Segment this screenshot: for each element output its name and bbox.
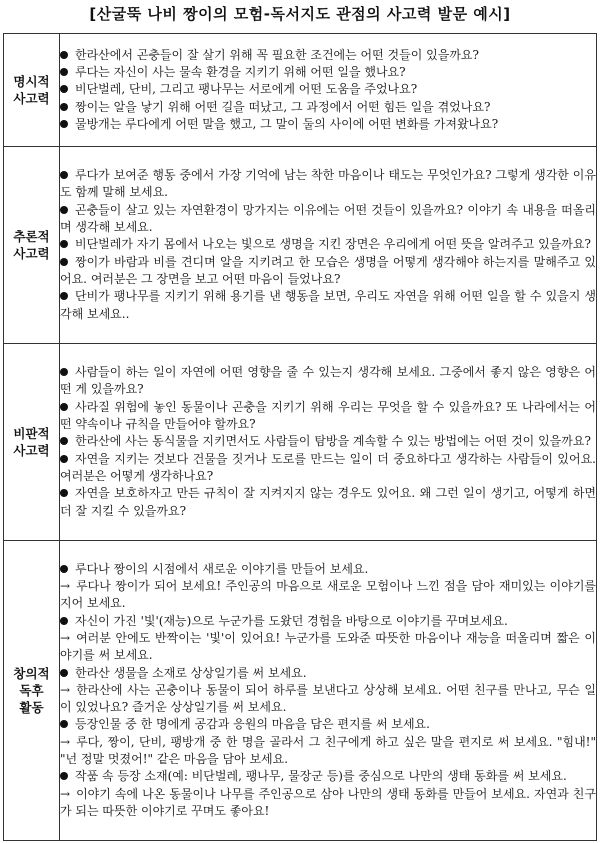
item-text: 비단벌레, 단비, 그리고 팽나무는 서로에게 어떤 도움을 주었나요? <box>75 82 418 97</box>
category-cell <box>4 541 60 841</box>
arrow-icon: → <box>60 630 71 645</box>
item-text: 등장인물 중 한 명에게 공감과 응원의 마음을 담은 편지를 써 보세요. <box>75 717 430 732</box>
bullet-icon <box>60 68 68 76</box>
item-text: 곤충들이 살고 있는 자연환경이 망가지는 이유에는 어떤 것들이 있을까요? 이야기 속 내용을 떠올리며 생각해 보세요. <box>60 202 596 235</box>
question-item <box>60 399 596 434</box>
question-item <box>60 716 596 733</box>
question-table <box>3 33 597 841</box>
item-text: 한라산에 사는 곤충이나 동물이 되어 하루를 보낸다고 상상해 보세요. 어떤 친구를 만나고, 무슨 일이 있었나요? 즐거운 상상일기를 써 보세요. <box>60 682 596 715</box>
arrow-icon: → <box>60 786 71 801</box>
item-text: 루다가 보여준 행동 중에서 가장 기억에 남는 착한 마음이나 태도는 무엇인가요? 그렇게 생각한 이유도 함께 말해 보세요. <box>60 168 596 200</box>
item-text: 루다, 짱이, 단비, 팽방개 중 한 명을 골라서 그 친구에게 하고 싶은 말을 편지로 써 보세요. "힘내!" "넌 정말 멋졌어!" 같은 마음을 담아 보세요. <box>60 734 596 767</box>
question-item <box>60 64 596 81</box>
bullet-icon <box>60 240 68 248</box>
category-label-line: 활동 <box>19 700 44 715</box>
item-text: 여러분 안에도 반짝이는 '빛'이 있어요! 누군가를 도와준 따뜻한 마음이나 재능을 떠올리며 짧은 이야기를 써 보세요. <box>60 630 596 663</box>
question-item <box>60 613 596 630</box>
question-item <box>60 81 596 98</box>
category-label-line: 명시적 <box>13 74 50 89</box>
bullet-icon <box>60 455 68 463</box>
guide-item <box>60 734 596 769</box>
item-text: 물방개는 루다에게 어떤 말을 했고, 그 말이 둘의 사이에 어떤 변화를 가져왔나요? <box>75 116 499 131</box>
item-text: 작품 속 등장 소재(예: 비단벌레, 팽나무, 물장군 등)를 중심으로 나만의 생태 동화를 써 보세요. <box>75 769 567 784</box>
item-text: 루다나 짱이가 되어 보세요! 주인공의 마음으로 새로운 모험이나 느낀 점을 담아 재미있는 이야기를 지어 보세요. <box>60 579 596 611</box>
guide-item <box>60 786 596 821</box>
item-text: 자연을 지키는 것보다 건물을 짓거나 도로를 만드는 일이 더 중요하다고 생각하는 사람들이 있어요. 여러분은 어떻게 생각하나요? <box>60 451 596 483</box>
bullet-icon <box>60 171 68 179</box>
item-text: 사람들이 하는 일이 자연에 어떤 영향을 줄 수 있는지 생각해 보세요. 그중에서 좋지 않은 영향은 어떤 게 있을까요? <box>60 365 596 397</box>
item-text: 단비가 팽나무를 지키기 위해 용기를 낸 행동을 보면, 우리도 자연을 위해 어떤 일을 할 수 있을지 생각해 보세요.. <box>60 289 596 321</box>
bullet-icon <box>60 368 68 376</box>
question-item <box>60 254 596 289</box>
category-label-line: 비판적 <box>13 426 50 441</box>
arrow-icon: → <box>60 682 71 697</box>
section-row <box>4 344 597 541</box>
category-cell <box>4 34 60 147</box>
category-cell <box>4 344 60 541</box>
page-title: [산굴뚝 나비 짱이의 모험-독서지도 관점의 사고력 발문 예시] <box>89 5 511 23</box>
question-item <box>60 768 596 785</box>
bullet-icon <box>60 617 68 625</box>
section-row <box>4 541 597 841</box>
bullet-icon <box>60 85 68 93</box>
guide-item <box>60 682 596 717</box>
question-item <box>60 433 596 450</box>
bullet-icon <box>60 258 68 266</box>
category-cell <box>4 147 60 344</box>
question-item <box>60 364 596 399</box>
item-text: 짱이는 알을 낳기 위해 어떤 길을 떠났고, 그 과정에서 어떤 힘든 일을 겪었나요? <box>75 99 491 114</box>
question-item <box>60 451 596 486</box>
item-text: 자연을 보호하자고 만든 규칙이 잘 지켜지지 않는 경우도 있어요. 왜 그런 일이 생기고, 어떻게 하면 더 잘 지킬 수 있을까요? <box>60 486 596 518</box>
item-text: 한라산에 사는 동식물을 지키면서도 사람들이 탐방을 계속할 수 있는 방법에는 어떤 것이 있을까요? <box>75 434 591 449</box>
item-text: 사라질 위험에 놓인 동물이나 곤충을 지키기 위해 우리는 무엇을 할 수 있을까요? 또 나라에서는 어떤 약속이나 규칙을 만들어야 할까요? <box>60 399 596 432</box>
section-row <box>4 147 597 344</box>
bullet-icon <box>60 720 68 728</box>
item-text: 한라산 생물을 소재로 상상일기를 써 보세요. <box>75 665 307 680</box>
section-row <box>4 34 597 147</box>
item-text: 이야기 속에 나온 동물이나 나무를 주인공으로 삼아 나만의 생태 동화를 만들어 보세요. 자연과 친구가 되는 따뜻한 이야기로 꾸며도 좋아요! <box>60 786 596 818</box>
question-item <box>60 99 596 116</box>
bullet-icon <box>60 669 68 677</box>
bullet-icon <box>60 489 68 497</box>
item-text: 비단벌레가 자기 몸에서 나오는 빛으로 생명을 지킨 장면은 우리에게 어떤 뜻을 알려주고 있을까요? <box>75 237 591 252</box>
category-label-line: 사고력 <box>13 91 50 106</box>
item-text: 루다나 짱이의 시점에서 새로운 이야기를 만들어 보세요. <box>75 561 369 576</box>
question-item <box>60 288 596 323</box>
question-item <box>60 485 596 520</box>
bullet-icon <box>60 120 68 128</box>
item-text: 한라산에서 곤충들이 잘 살기 위해 꼭 필요한 조건에는 어떤 것들이 있을까요? <box>75 47 479 62</box>
category-label-line: 사고력 <box>13 246 50 261</box>
questions-cell <box>60 344 597 541</box>
bullet-icon <box>60 772 68 780</box>
item-text: 루다는 자신이 사는 물속 환경을 지키기 위해 어떤 일을 했나요? <box>75 65 406 80</box>
guide-item <box>60 578 596 613</box>
arrow-icon: → <box>60 734 71 749</box>
questions-cell <box>60 147 597 344</box>
question-item <box>60 167 596 202</box>
bullet-icon <box>60 403 68 411</box>
bullet-icon <box>60 292 68 300</box>
bullet-icon <box>60 51 68 59</box>
category-label-line: 추론적 <box>13 229 50 244</box>
question-item <box>60 665 596 682</box>
category-label-line: 사고력 <box>13 443 50 458</box>
bullet-icon <box>60 103 68 111</box>
category-label-line: 독후 <box>19 683 44 698</box>
bullet-icon <box>60 206 68 214</box>
bullet-icon <box>60 565 68 573</box>
question-item <box>60 47 596 64</box>
questions-cell <box>60 34 597 147</box>
arrow-icon: → <box>60 579 71 594</box>
item-text: 짱이가 바람과 비를 견디며 알을 지키려고 한 모습은 생명을 어떻게 생각해야 하는지를 말해주고 있어요. 여러분은 그 장면을 보고 어떤 마음이 들었나요? <box>60 254 596 286</box>
bullet-icon <box>60 437 68 445</box>
category-label-line: 창의적 <box>13 666 50 681</box>
question-item <box>60 116 596 133</box>
questions-cell <box>60 541 597 841</box>
question-item <box>60 561 596 578</box>
guide-item <box>60 630 596 665</box>
item-text: 자신이 가진 '빛'(재능)으로 누군가를 도왔던 경험을 바탕으로 이야기를 꾸며보세요. <box>75 613 508 628</box>
question-item <box>60 202 596 237</box>
question-item <box>60 236 596 253</box>
